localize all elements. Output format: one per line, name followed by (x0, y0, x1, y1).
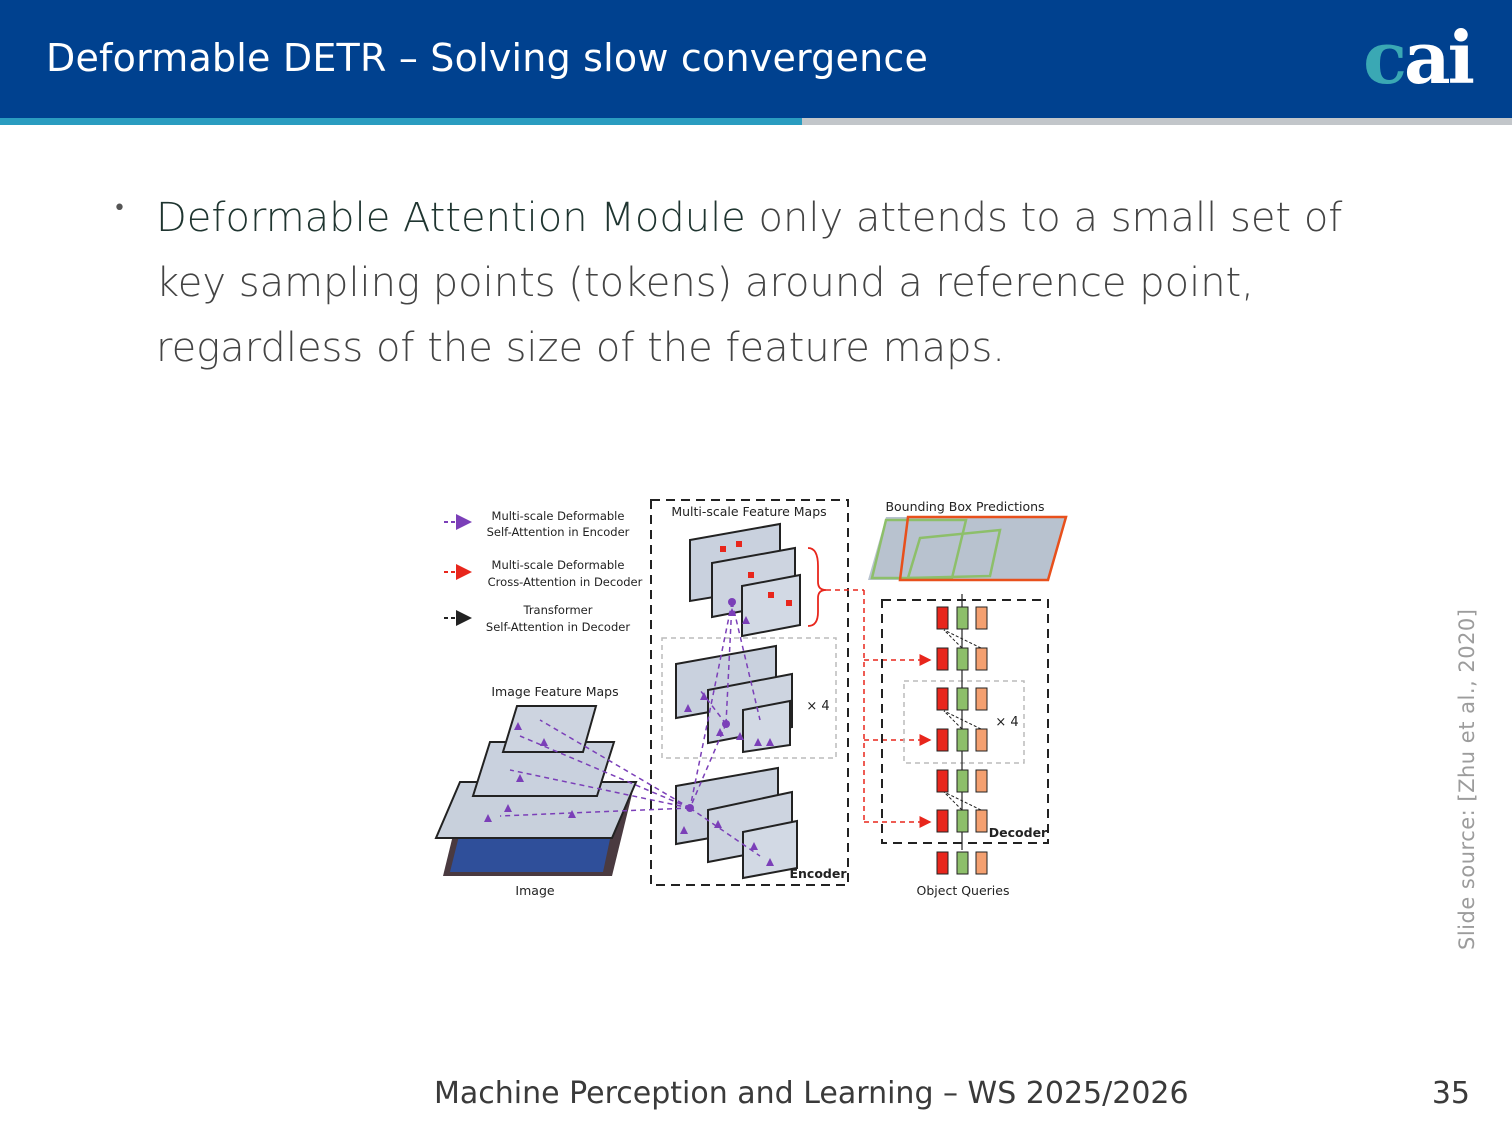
decoder-repeat-label: × 4 (995, 715, 1019, 730)
decoder-block (882, 594, 1048, 898)
encoder-repeat-label: × 4 (806, 699, 830, 714)
cross-attention-lines (808, 548, 930, 824)
multi-scale-feature-maps-label: Multi-scale Feature Maps (671, 504, 827, 519)
logo-letter-c: c (1363, 15, 1404, 100)
slide-title: Deformable DETR – Solving slow convergence (46, 36, 929, 80)
page-number: 35 (1431, 1076, 1470, 1111)
logo-letters-ai: ai (1403, 15, 1472, 100)
object-queries-label: Object Queries (916, 883, 1010, 898)
slide-source: Slide source: [Zhu et al., 2020] (1455, 608, 1479, 950)
legend-cross-line2: Cross-Attention in Decoder (487, 575, 643, 589)
bounding-box-predictions (868, 499, 1066, 580)
figure-legend (444, 509, 643, 634)
legend-tf-line2: Self-Attention in Decoder (485, 620, 631, 634)
image-label: Image (515, 883, 555, 898)
bullet-marker: • (113, 196, 126, 221)
legend-encoder-line2: Self-Attention in Encoder (486, 525, 630, 539)
legend-cross-line1: Multi-scale Deformable (491, 558, 625, 572)
bbox-predictions-label: Bounding Box Predictions (885, 499, 1045, 514)
legend-encoder-line1: Multi-scale Deformable (491, 509, 625, 523)
bullet-body: only attends to a small set of key sampling points (tokens) around a reference point, regardless of the size of the feature maps. (156, 195, 1343, 371)
image-feature-maps-label: Image Feature Maps (491, 684, 619, 699)
legend-tf-line1: Transformer (523, 603, 593, 617)
encoder-block (651, 500, 848, 885)
encoder-label: Encoder (789, 866, 847, 881)
decoder-label: Decoder (988, 825, 1048, 840)
bullet-highlight: Deformable Attention Module (156, 195, 746, 241)
slide-footer: Machine Perception and Learning – WS 2025/2026 (434, 1076, 1189, 1111)
